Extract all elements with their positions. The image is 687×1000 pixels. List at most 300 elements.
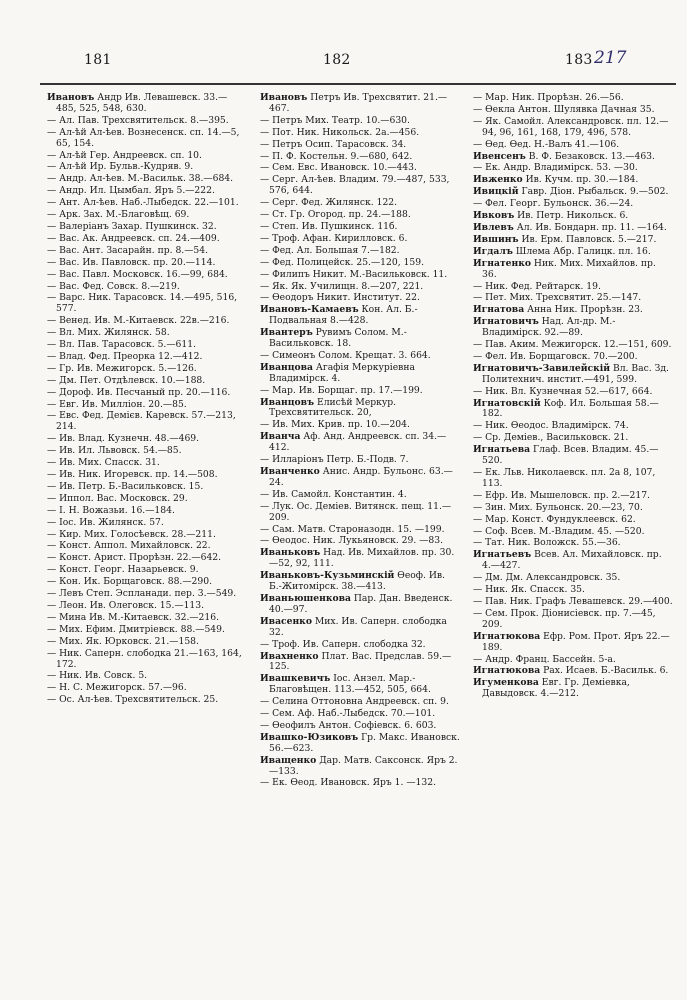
directory-entry bbox=[473, 317, 673, 339]
entry-text: — Як. Як. Училищн. 8.—207, 221. bbox=[260, 280, 424, 292]
directory-entry bbox=[260, 398, 460, 420]
directory-entry bbox=[473, 352, 673, 363]
directory-entry bbox=[47, 364, 247, 375]
entry-text: — Серг. Ал-ѣев. Владим. 79.—487, 533, 576, 644. bbox=[260, 174, 450, 197]
entry-text: — Ник. Вл. Кузнечная 52.—617, 664. bbox=[473, 385, 653, 397]
entry-text: — Ант. Ал-ѣев. Наб.-Лыбедск. 22.—101. bbox=[47, 197, 239, 209]
directory-entry bbox=[47, 411, 247, 433]
directory-entry bbox=[260, 210, 460, 221]
entry-text: — Ал-ѣй Ал-ѣев. Вознесенск. сп. 14.—5, 65, 154. bbox=[47, 126, 240, 149]
entry-surname: Игнатюкова bbox=[473, 630, 541, 642]
entry-text: — Кир. Мих. Голосѣевск. 28.—211. bbox=[47, 528, 216, 540]
directory-entry bbox=[47, 376, 247, 387]
directory-entry bbox=[473, 573, 673, 584]
directory-entry bbox=[47, 518, 247, 529]
directory-entry bbox=[260, 420, 460, 431]
entry-text: — Лук. Ос. Деміев. Витянск. пещ. 11.—209. bbox=[260, 500, 452, 523]
entry-text: Глаф. Всев. Владим. 45.—520. bbox=[482, 444, 659, 467]
directory-entry bbox=[260, 640, 460, 651]
entry-text: — Троф. Афан. Кирилловск. 6. bbox=[260, 232, 408, 244]
directory-entry bbox=[473, 282, 673, 293]
header-rule bbox=[40, 83, 676, 85]
entry-text: Анис. Андр. Бульонс. 63.—24. bbox=[269, 466, 453, 488]
directory-entry bbox=[473, 468, 673, 490]
directory-entry bbox=[260, 116, 460, 127]
entry-text: — Фед. Ал. Большая 7.—182. bbox=[260, 244, 400, 256]
directory-entry bbox=[47, 434, 247, 445]
directory-entry bbox=[260, 674, 460, 696]
entry-text: Аф. Анд. Андреевск. сп. 34.—412. bbox=[269, 431, 447, 454]
directory-entry bbox=[260, 293, 460, 304]
page-number-center: 182 bbox=[323, 52, 351, 68]
entry-text: — Кон. Ик. Борщаговск. 88.—290. bbox=[47, 576, 212, 588]
directory-entry bbox=[473, 259, 673, 281]
entry-text: — Зин. Мих. Бульонск. 20.—23, 70. bbox=[473, 501, 643, 513]
directory-entry bbox=[47, 388, 247, 399]
entry-text: — Ѳеофилъ Антон. Софіевск. 6. 603. bbox=[260, 719, 437, 731]
directory-entry bbox=[473, 515, 673, 526]
entry-text: Гавр. Діон. Рыбальск. 9.—502. bbox=[518, 186, 669, 198]
entry-surname: Ивасенко bbox=[260, 615, 312, 627]
entry-text: Ив. Петр. Никольск. 6. bbox=[514, 210, 629, 222]
directory-entry bbox=[260, 617, 460, 639]
entry-text: — Як. Самойл. Александровск. пл. 12.—94, 96, 161, 168, 179, 496, 578. bbox=[473, 115, 669, 138]
directory-entry bbox=[47, 400, 247, 411]
directory-entry bbox=[473, 433, 673, 444]
entry-text: — Ек. Андр. Владимірск. 53. —30. bbox=[473, 162, 638, 174]
entry-text: — Конст. Арист. Прорѣзн. 22.—642. bbox=[47, 552, 222, 564]
entry-surname: Иванча bbox=[260, 431, 301, 443]
entry-surname: Ивашкевичъ bbox=[260, 673, 331, 685]
entry-text: Дар. Матв. Саксонск. Яръ 2.—133. bbox=[269, 754, 458, 777]
entry-text: — Дм. Дм. Александровск. 35. bbox=[473, 572, 621, 584]
directory-entry bbox=[473, 163, 673, 174]
entry-text: — Ѳеодоръ Никит. Институт. 22. bbox=[260, 292, 420, 304]
entry-text: — Сам. Матв. Староназодн. 15. —199. bbox=[260, 523, 445, 535]
directory-entry bbox=[473, 421, 673, 432]
entry-text: — Вл. Пав. Тарасовск. 5.—611. bbox=[47, 339, 196, 351]
entry-surname: Иванченко bbox=[260, 466, 320, 477]
directory-entry bbox=[473, 247, 673, 258]
entry-surname: Иваньюшенкова bbox=[260, 592, 351, 604]
entry-text: — Ст. Гр. Огород. пр. 24.—188. bbox=[260, 209, 411, 221]
entry-text: — Н. С. Межигорск. 57.—96. bbox=[47, 682, 187, 694]
directory-entry bbox=[260, 305, 460, 327]
directory-entry bbox=[260, 502, 460, 524]
directory-entry bbox=[47, 293, 247, 315]
directory-entry bbox=[473, 340, 673, 351]
entry-text: — Пот. Ник. Никольск. 2а.—456. bbox=[260, 126, 420, 138]
entry-text: Рувимъ Солом. М.-Васильковск. 18. bbox=[269, 327, 407, 350]
directory-entry bbox=[260, 140, 460, 151]
entry-surname: Игдалъ bbox=[473, 245, 513, 257]
column-1 bbox=[47, 93, 247, 983]
entry-text: Плат. Вас. Предслав. 59.—125. bbox=[269, 650, 452, 673]
directory-entry bbox=[473, 655, 673, 666]
directory-entry bbox=[47, 613, 247, 624]
entry-text: — Ив. Мих. Спасск. 31. bbox=[47, 457, 160, 469]
directory-entry bbox=[47, 352, 247, 363]
entry-text: — Гр. Ив. Межигорск. 5.—126. bbox=[47, 362, 197, 374]
directory-entry bbox=[47, 494, 247, 505]
entry-text: — Вас. Фед. Совск. 8.—219. bbox=[47, 280, 180, 292]
entry-surname: Ивашко-Юзиковъ bbox=[260, 731, 359, 743]
entry-text: Над. Ив. Михайлов. пр. 30.—52, 92, 111. bbox=[269, 547, 455, 570]
entry-text: — Ник. Саперн. слободка 21.—163, 164, 172. bbox=[47, 647, 242, 670]
entry-surname: Ивенсенъ bbox=[473, 150, 526, 162]
directory-entry bbox=[260, 270, 460, 281]
entry-text: — Влад. Фед. Преорка 12.—412. bbox=[47, 350, 203, 362]
directory-entry bbox=[47, 328, 247, 339]
directory-entry bbox=[260, 536, 460, 547]
directory-entry bbox=[47, 577, 247, 588]
directory-entry bbox=[473, 491, 673, 502]
entry-text: — Валеріанъ Захар. Пушкинск. 32. bbox=[47, 220, 217, 232]
directory-entry bbox=[260, 733, 460, 755]
entry-text: — Пет. Мих. Трехсвятит. 25.—147. bbox=[473, 292, 642, 304]
entry-surname: Игнатьевъ bbox=[473, 549, 532, 561]
directory-entry bbox=[47, 637, 247, 648]
directory-entry bbox=[47, 446, 247, 457]
directory-entry bbox=[473, 140, 673, 151]
directory-entry bbox=[47, 589, 247, 600]
entry-text: Вл. Вас. Зд. Политехнич. инстит.—491, 599. bbox=[482, 362, 669, 385]
entry-text: Ив. Кучм. пр. 30.—184. bbox=[522, 174, 639, 186]
entry-text: — Ѳекла Антон. Шулявка Дачная 35. bbox=[473, 103, 655, 115]
entry-text: — Евг. Ив. Милліон. 20.—85. bbox=[47, 398, 187, 410]
directory-entry bbox=[260, 778, 460, 789]
entry-text: Андр Ив. Левашевск. 33.—485, 525, 548, 630. bbox=[56, 93, 228, 114]
entry-text: — Ал. Пав. Трехсвятительск. 8.—395. bbox=[47, 114, 229, 126]
entry-text: — І. Н. Вожазьи. 16.—184. bbox=[47, 504, 175, 516]
directory-entry bbox=[260, 152, 460, 163]
entry-text: Гр. Макс. Ивановск. 56.—623. bbox=[269, 731, 460, 754]
entry-text: — Фел. Ив. Борщаговск. 70.—200. bbox=[473, 350, 638, 362]
page-number-right: 183 bbox=[565, 52, 593, 68]
entry-text: — П. Ф. Костельн. 9.—680, 642. bbox=[260, 150, 413, 162]
directory-entry bbox=[473, 364, 673, 386]
directory-entry bbox=[260, 697, 460, 708]
entry-surname: Игнатовскій bbox=[473, 397, 541, 409]
directory-entry bbox=[473, 387, 673, 398]
directory-entry bbox=[260, 246, 460, 257]
entry-surname: Ивицкій bbox=[473, 186, 519, 198]
entry-text: — Леон. Ив. Олеговск. 15.—113. bbox=[47, 599, 205, 611]
entry-text: Ив. Ерм. Павловск. 5.—217. bbox=[518, 233, 657, 245]
entry-text: Іос. Анзел. Мар.-Благовѣщен. 113.—452, 505, 664. bbox=[269, 673, 431, 696]
directory-entry bbox=[260, 525, 460, 536]
entry-text: — Ник. Як. Спасск. 35. bbox=[473, 584, 585, 596]
directory-entry bbox=[260, 234, 460, 245]
entry-text: — Іос. Ив. Жилянск. 57. bbox=[47, 516, 164, 528]
entry-text: — Ив. Ник. Игоревск. пр. 14.—508. bbox=[47, 469, 218, 480]
directory-entry bbox=[47, 93, 247, 115]
directory-entry bbox=[47, 482, 247, 493]
directory-entry bbox=[47, 530, 247, 541]
entry-text: — Ив. Самойл. Константин. 4. bbox=[260, 488, 407, 500]
directory-entry bbox=[473, 93, 673, 104]
entry-surname: Игнатенко bbox=[473, 257, 532, 269]
directory-entry bbox=[473, 305, 673, 316]
entry-surname: Ивановъ-Камаевъ bbox=[260, 304, 359, 316]
directory-entry bbox=[473, 152, 673, 163]
entry-text: В. Ф. Безаковск. 13.—463. bbox=[525, 150, 655, 162]
entry-surname: Ивлевъ bbox=[473, 221, 514, 233]
directory-entry bbox=[260, 548, 460, 570]
entry-surname: Игуменкова bbox=[473, 677, 539, 689]
directory-entry bbox=[47, 246, 247, 257]
entry-surname: Иваньковъ bbox=[260, 547, 321, 559]
entry-text: Ефр. Ром. Прот. Яръ 22.—189. bbox=[482, 630, 670, 653]
entry-text: Всев. Ал. Михайловск. пр. 4.—427. bbox=[482, 549, 662, 572]
directory-entry bbox=[47, 282, 247, 293]
entry-text: — Ив. Петр. Б.-Васильковск. 15. bbox=[47, 480, 204, 492]
entry-text: — Пав. Ник. Графъ Левашевск. 29.—400. bbox=[473, 595, 673, 607]
entry-text: Над. Ал-др. М.-Владимірск. 92.—89. bbox=[482, 316, 616, 339]
entry-surname: Ивахненко bbox=[260, 650, 319, 662]
directory-entry bbox=[473, 175, 673, 186]
entry-text: — Ник. Фед. Рейтарск. 19. bbox=[473, 280, 601, 292]
entry-text: Ник. Мих. Михайлов. пр. 36. bbox=[482, 257, 656, 280]
directory-entry bbox=[260, 432, 460, 454]
entry-text: Ал. Ив. Бондарн. пр. 11. —164. bbox=[513, 221, 667, 233]
directory-entry bbox=[47, 683, 247, 694]
entry-text: — Пав. Аким. Межигорск. 12.—151, 609. bbox=[473, 339, 672, 351]
entry-text: — Ек. Льв. Николаевск. пл. 2а 8, 107, 113. bbox=[473, 467, 656, 489]
column-2 bbox=[260, 93, 460, 983]
entry-surname: Ивженко bbox=[473, 174, 523, 186]
directory-entry bbox=[47, 340, 247, 351]
directory-entry bbox=[473, 235, 673, 246]
entry-text: — Фел. Георг. Бульонск. 36.—24. bbox=[473, 198, 634, 210]
entry-text: — Илларіонъ Петр. Б.-Подв. 7. bbox=[260, 454, 409, 466]
entry-text: — Ефр. Ив. Мышеловск. пр. 2.—217. bbox=[473, 489, 650, 501]
directory-entry bbox=[260, 163, 460, 174]
entry-text: Анна Ник. Прорѣзн. 23. bbox=[524, 304, 643, 316]
entry-text: — Петръ Мих. Театр. 10.—630. bbox=[260, 114, 410, 126]
entry-surname: Игнатовичъ bbox=[473, 316, 539, 328]
entry-text: — Петръ Осип. Тарасовск. 34. bbox=[260, 138, 407, 150]
entry-surname: Ившинъ bbox=[473, 233, 519, 245]
directory-entry bbox=[47, 695, 247, 706]
entry-surname: Ивантеръ bbox=[260, 327, 313, 339]
entry-text: Евг. Гр. Деміевка, Давыдовск. 4.—212. bbox=[482, 677, 630, 700]
entry-text: — Филипъ Никит. М.-Васильковск. 11. bbox=[260, 268, 448, 280]
directory-entry bbox=[473, 223, 673, 234]
directory-entry bbox=[260, 258, 460, 269]
directory-entry bbox=[260, 363, 460, 385]
directory-entry bbox=[473, 105, 673, 116]
entry-text: — Дм. Пет. Отдѣлевск. 10.—188. bbox=[47, 374, 206, 386]
directory-entry bbox=[260, 652, 460, 674]
entry-text: Шлема Абр. Галицк. пл. 16. bbox=[512, 245, 651, 257]
entry-text: — Андр. Франц. Бассейн. 5-а. bbox=[473, 653, 616, 665]
entry-text: — Тат. Ник. Воложск. 55.—36. bbox=[473, 537, 621, 549]
directory-entry bbox=[47, 625, 247, 636]
entry-text: Петръ Ив. Трехсвятит. 21.—467. bbox=[269, 93, 448, 114]
entry-surname: Игнатьева bbox=[473, 444, 531, 456]
entry-text: — Мар. Конст. Фундуклеевск. 62. bbox=[473, 513, 636, 525]
directory-entry bbox=[260, 175, 460, 197]
entry-surname: Ивановъ bbox=[47, 93, 95, 103]
entry-text: — Ос. Ал-ѣев. Трехсвятительск. 25. bbox=[47, 694, 219, 706]
directory-entry bbox=[260, 386, 460, 397]
directory-entry bbox=[47, 210, 247, 221]
directory-entry bbox=[473, 503, 673, 514]
entry-text: Рах. Исаев. Б.-Васильк. 6. bbox=[540, 665, 669, 677]
directory-entry bbox=[47, 222, 247, 233]
directory-entry bbox=[473, 597, 673, 608]
entry-text: Елисѣй Меркур. Трехсвятительск. 20, bbox=[269, 396, 397, 419]
entry-text: — Ѳед. Ѳед. Н.-Валъ 41.—106. bbox=[473, 138, 620, 150]
page-number-left: 181 bbox=[84, 52, 112, 68]
entry-text: Ѳеоф. Ив. Б.-Житомірск. 38.—413. bbox=[269, 570, 445, 593]
entry-text: — Сем. Прок. Діонисіевск. пр. 7.—45, 209. bbox=[473, 607, 656, 630]
entry-text: — Ал-ѣй Гер. Андреевск. сп. 10. bbox=[47, 149, 202, 161]
entry-text: — Сем. Евс. Ивановск. 10.—443. bbox=[260, 162, 417, 174]
directory-entry bbox=[473, 550, 673, 572]
entry-text: — Евс. Фед. Демієв. Каревск. 57.—213, 214. bbox=[47, 410, 236, 433]
entry-text: — Андр. Ил. Цымбал. Яръ 5.—222. bbox=[47, 185, 215, 197]
directory-entry bbox=[260, 756, 460, 778]
directory-entry bbox=[473, 585, 673, 596]
directory-entry bbox=[260, 721, 460, 732]
entry-text: — Вл. Мих. Жилянск. 58. bbox=[47, 327, 170, 339]
directory-entry bbox=[47, 116, 247, 127]
entry-text: — Иппол. Вас. Московск. 29. bbox=[47, 492, 188, 504]
entry-text: — Фед. Полицейск. 25.—120, 159. bbox=[260, 256, 425, 268]
entry-text: — Ек. Ѳеод. Ивановск. Яръ 1. —132. bbox=[260, 777, 437, 789]
directory-entry bbox=[47, 671, 247, 682]
entry-text: — Ив. Мих. Крив. пр. 10.—204. bbox=[260, 419, 410, 431]
entry-text: — Конст. Георг. Назарьевск. 9. bbox=[47, 564, 199, 576]
entry-text: — Вас. Ив. Павловск. пр. 20.—114. bbox=[47, 256, 216, 268]
entry-text: — Андр. Ал-ѣев. М.-Васильк. 38.—684. bbox=[47, 173, 234, 185]
entry-surname: Иванцова bbox=[260, 361, 313, 373]
entry-text: Пар. Дан. Введенск. 40.—97. bbox=[269, 592, 453, 615]
entry-text: — Ник. Ѳеодос. Владимірск. 74. bbox=[473, 420, 629, 432]
entry-text: — Дороф. Ив. Песчаный пр. 20.—116. bbox=[47, 386, 231, 398]
entry-text: Мих. Ив. Саперн. слободка 32. bbox=[269, 615, 447, 638]
entry-surname: Игнатюкова bbox=[473, 665, 541, 677]
entry-text: — Ив. Ил. Львовск. 54.—85. bbox=[47, 445, 182, 457]
entry-text: — Соф. Всев. М.-Владим. 45. —520. bbox=[473, 525, 645, 537]
directory-entry bbox=[47, 470, 247, 481]
directory-entry bbox=[473, 632, 673, 654]
directory-entry bbox=[47, 316, 247, 327]
directory-entry bbox=[473, 609, 673, 631]
directory-entry bbox=[47, 565, 247, 576]
entry-text: — Симеонъ Солом. Крещат. 3. 664. bbox=[260, 349, 431, 361]
entry-text: — Мих. Як. Юрковск. 21.—158. bbox=[47, 635, 199, 647]
entry-text: — Левъ Степ. Эспланади. пер. 3.—549. bbox=[47, 588, 237, 600]
directory-entry bbox=[473, 187, 673, 198]
entry-text: — Сем. Аф. Наб.-Лыбедск. 70.—101. bbox=[260, 708, 436, 720]
entry-text: — Мар. Ив. Борщаг. пр. 17.—199. bbox=[260, 384, 423, 396]
entry-text: — Венед. Ив. М.-Китаевск. 22в.—216. bbox=[47, 315, 230, 327]
entry-text: — Троф. Ив. Саперн. слободка 32. bbox=[260, 638, 426, 650]
directory-entry bbox=[260, 93, 460, 115]
entry-text: — Мина Ив. М.-Китаевск. 32.—216. bbox=[47, 611, 220, 623]
directory-entry bbox=[47, 649, 247, 671]
directory-entry bbox=[260, 490, 460, 501]
entry-text: — Вас. Ант. Засарайн. пр. 8.—54. bbox=[47, 244, 209, 256]
entry-text: — Мих. Ефим. Дмитріевск. 88.—549. bbox=[47, 623, 225, 635]
column-3 bbox=[473, 93, 673, 983]
entry-surname: Иванцовъ bbox=[260, 396, 315, 408]
entry-surname: Ивановъ bbox=[260, 93, 308, 103]
directory-entry bbox=[260, 351, 460, 362]
entry-surname: Ивковъ bbox=[473, 210, 515, 222]
handwritten-page-note: 217 bbox=[594, 48, 627, 68]
entry-text: Кон. Ал. Б.-Подвальная 8.—428. bbox=[269, 304, 418, 327]
entry-text: — Вас. Ак. Андреевск. сп. 24.—409. bbox=[47, 232, 220, 244]
entry-text: — Варс. Ник. Тарасовск. 14.—495, 516, 577. bbox=[47, 292, 238, 315]
directory-entry bbox=[47, 601, 247, 612]
entry-text: — Ѳеодос. Ник. Лукьяновск. 29. —83. bbox=[260, 535, 444, 547]
directory-entry bbox=[47, 198, 247, 209]
directory-entry bbox=[47, 270, 247, 281]
entry-text: — Ник. Ив. Совск. 5. bbox=[47, 670, 148, 682]
directory-entry bbox=[473, 293, 673, 304]
directory-entry bbox=[47, 128, 247, 150]
directory-entry bbox=[260, 282, 460, 293]
directory-entry bbox=[473, 678, 673, 700]
directory-entry bbox=[47, 174, 247, 185]
entry-surname: Иващенко bbox=[260, 754, 317, 766]
entry-text: — Мар. Ник. Прорѣзн. 26.—56. bbox=[473, 93, 624, 103]
directory-entry bbox=[260, 594, 460, 616]
entry-text: — Конст. Аппол. Михайловск. 22. bbox=[47, 540, 211, 552]
entry-surname: Игнатова bbox=[473, 304, 525, 316]
directory-entry bbox=[47, 162, 247, 173]
directory-entry bbox=[473, 399, 673, 421]
directory-entry bbox=[47, 234, 247, 245]
entry-text: — Вас. Павл. Московск. 16.—99, 684. bbox=[47, 268, 228, 280]
entry-text: — Селина Оттоновна Андреевск. сп. 9. bbox=[260, 696, 449, 708]
entry-text: — Ив. Влад. Кузнечн. 48.—469. bbox=[47, 433, 200, 445]
directory-entry bbox=[260, 222, 460, 233]
entry-surname: Иваньковъ-Кузьминскій bbox=[260, 570, 395, 582]
directory-entry bbox=[473, 211, 673, 222]
entry-surname: Игнатовичъ-Завилейскій bbox=[473, 362, 611, 374]
directory-entry bbox=[47, 186, 247, 197]
directory-entry bbox=[47, 458, 247, 469]
directory-entry bbox=[47, 553, 247, 564]
directory-entry bbox=[473, 666, 673, 677]
entry-text: Коф. Ил. Большая 58.—182. bbox=[482, 397, 659, 420]
directory-entry bbox=[47, 151, 247, 162]
page-header bbox=[0, 48, 687, 76]
entry-text: — Серг. Фед. Жилянск. 122. bbox=[260, 197, 398, 209]
directory-entry bbox=[473, 199, 673, 210]
directory-entry bbox=[473, 527, 673, 538]
directory-entry bbox=[260, 571, 460, 593]
directory-entry bbox=[473, 445, 673, 467]
entry-text: — Степ. Ив. Пушкинск. 11б. bbox=[260, 220, 398, 232]
directory-entry bbox=[47, 258, 247, 269]
entry-text: — Арк. Зах. М.-Благовѣщ. 69. bbox=[47, 209, 190, 221]
directory-entry bbox=[260, 198, 460, 209]
entry-text: Агафія Меркуріевна Владимірск. 4. bbox=[269, 361, 415, 384]
directory-entry bbox=[47, 506, 247, 517]
entry-text: — Ср. Деміев., Васильковск. 21. bbox=[473, 432, 629, 444]
directory-entry bbox=[260, 709, 460, 720]
directory-entry bbox=[260, 467, 460, 489]
directory-entry bbox=[473, 117, 673, 139]
directory-entry bbox=[260, 128, 460, 139]
entry-text: — Ал-ѣй Ир. Бульв.-Кудряв. 9. bbox=[47, 161, 194, 173]
